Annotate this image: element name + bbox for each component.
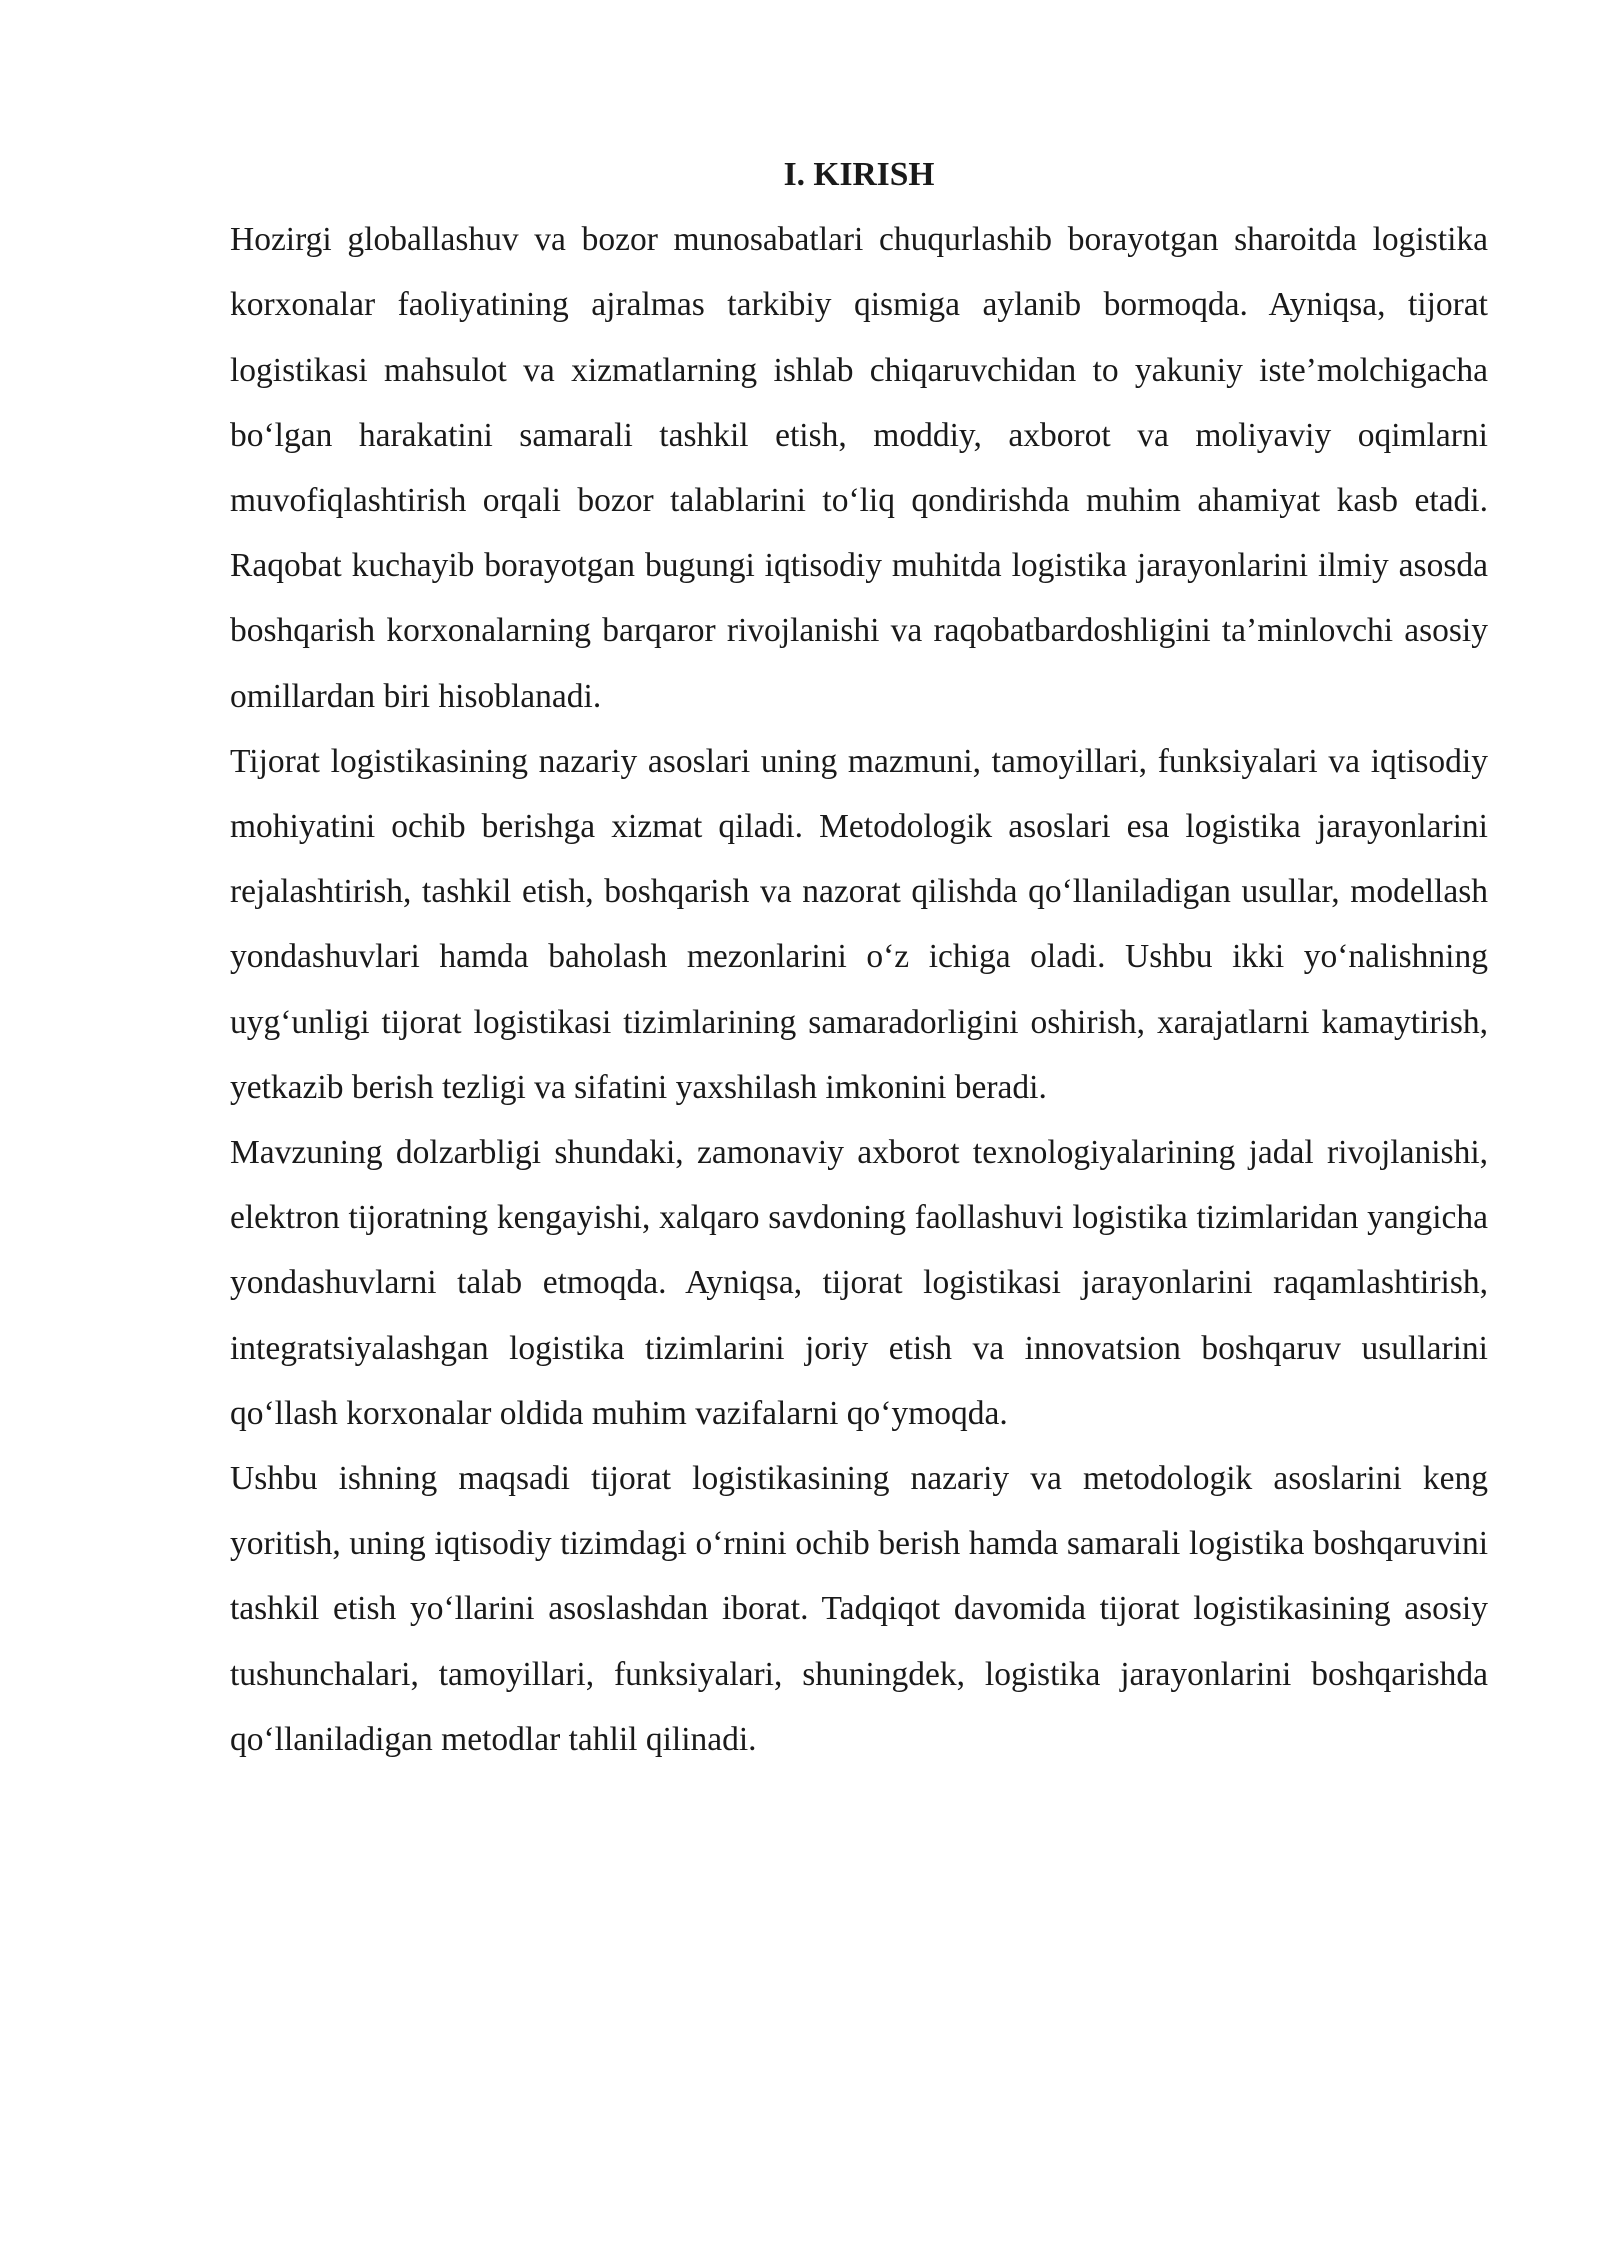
paragraph-theoretical-basis: Tijorat logistikasining nazariy asoslari uning mazmuni, tamoyillari, funksiyalari va iqtisodiy mohiyatini ochib berishga xizmat qiladi. Metodologik asoslari esa logistika jarayonlarini rejalashtirish, tashkil etish, boshqarish va nazorat qilishda qo‘llaniladigan usullar, modellash yondashuvlari hamda baholash mezonlarini o‘z ichiga oladi. Ushbu ikki yo‘nalishning uyg‘unligi tijorat logistikasi tizimlarining samaradorligini oshirish, xarajatlarni kamaytirish, yetkazib berish tezligi va sifatini yaxshilash imkonini beradi. (230, 742, 1488, 1106)
paragraph-relevance: Mavzuning dolzarbligi shundaki, zamonaviy axborot texnologiyalarining jadal rivojlanishi, elektron tijoratning kengayishi, xalqaro savdoning faollashuvi logistika tizimlaridan yangicha yondashuvlarni talab etmoqda. Ayniqsa, tijorat logistikasi jarayonlarini raqamlashtirish, integratsiyalashgan logistika tizimlarini joriy etish va innovatsion boshqaruv usullarini qo‘llash korxonalar oldida muhim vazifalarni qo‘ymoqda. (230, 1134, 1488, 1432)
paragraph-purpose: Ushbu ishning maqsadi tijorat logistikasining nazariy va metodologik asoslarini keng yoritish, uning iqtisodiy tizimdagi o‘rnini ochib berish hamda samarali logistika boshqaruvini tashkil etish yo‘llarini asoslashdan iborat. Tadqiqot davomida tijorat logistikasining asosiy tushunchalari, tamoyillari, funksiyalari, shuningdek, logistika jarayonlarini boshqarishda qo‘llaniladigan metodlar tahlil qilinadi. (230, 1460, 1488, 1758)
section-heading: I. KIRISH (783, 156, 935, 193)
document-body (230, 142, 1488, 1772)
paragraph-introduction: Hozirgi globallashuv va bozor munosabatlari chuqurlashib borayotgan sharoitda logistika korxonalar faoliyatining ajralmas tarkibiy qismiga aylanib bormoqda. Ayniqsa, tijorat logistikasi mahsulot va xizmatlarning ishlab chiqaruvchidan to yakuniy iste’molchigacha bo‘lgan harakatini samarali tashkil etish, moddiy, axborot va moliyaviy oqimlarni muvofiqlashtirish orqali bozor talablarini to‘liq qondirishda muhim ahamiyat kasb etadi. Raqobat kuchayib borayotgan bugungi iqtisodiy muhitda logistika jarayonlarini ilmiy asosda boshqarish korxonalarning barqaror rivojlanishi va raqobatbardoshligini ta’minlovchi asosiy omillardan biri hisoblanadi. (230, 221, 1488, 715)
